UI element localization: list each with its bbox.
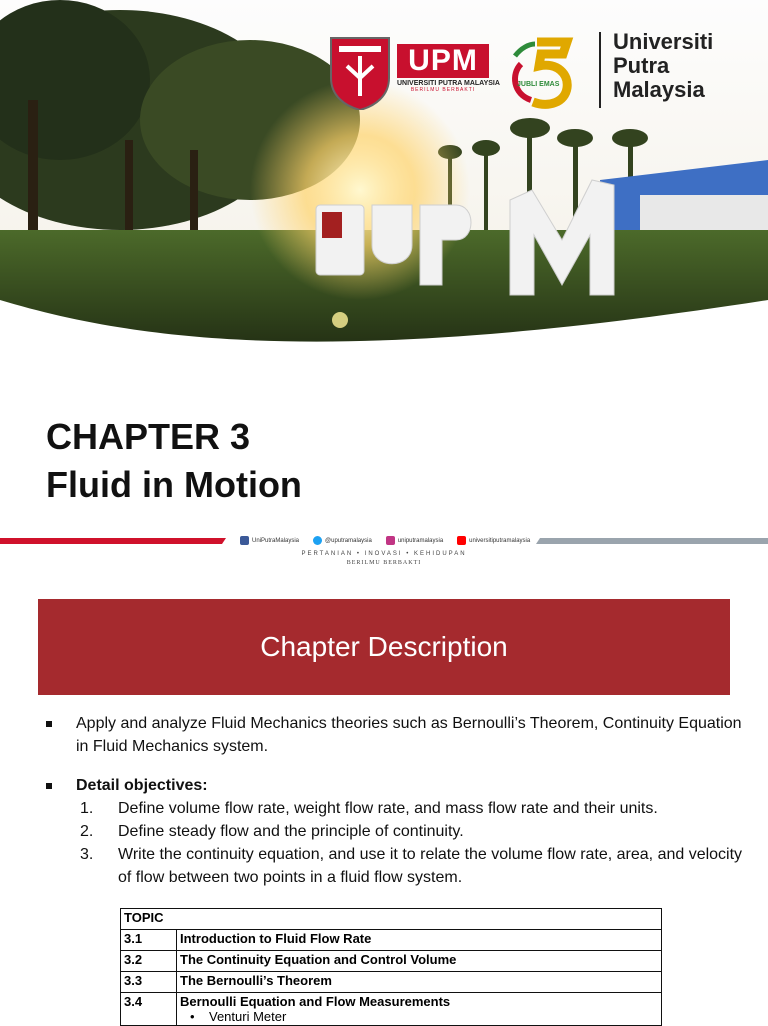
table-header: TOPIC <box>121 909 662 930</box>
twitter-icon <box>313 536 322 545</box>
social-links <box>240 536 530 545</box>
facebook-icon <box>240 536 249 545</box>
social-instagram[interactable]: uniputramalaysia <box>386 536 443 545</box>
objectives-list <box>46 797 746 889</box>
description-bullet: Apply and analyze Fluid Mechanics theories such as Bernoulli’s Theorem, Continuity Equation in Fluid Mechanics system. <box>46 712 746 758</box>
chapter-subtitle: Fluid in Motion <box>46 464 302 505</box>
table-row: 3.2 The Continuity Equation and Control Volume <box>121 951 662 972</box>
university-name <box>613 30 713 102</box>
social-facebook[interactable]: UniPutraMalaysia <box>240 536 299 545</box>
jubli-emas-logo-icon <box>507 34 583 110</box>
table-row: 3.1 Introduction to Fluid Flow Rate <box>121 930 662 951</box>
list-item: 2. Define steady flow and the principle of continuity. <box>80 823 464 840</box>
logo-divider <box>599 32 601 108</box>
university-line-2: Putra <box>613 53 670 78</box>
list-item: 3. Write the continuity equation, and use it to relate the volume flow rate, area, and velocity of flow between two points in a fluid flow system. <box>80 846 743 886</box>
youtube-icon <box>457 536 466 545</box>
table-subitem: • Venturi Meter <box>190 1009 287 1024</box>
logo-area <box>325 28 765 118</box>
section-banner <box>38 599 730 695</box>
list-item: 1. Define volume flow rate, weight flow rate, and mass flow rate and their units. <box>80 800 658 817</box>
social-twitter[interactable]: @uputramalaysia <box>313 536 372 545</box>
upm-logo-text: UPM <box>397 44 489 78</box>
jubli-text: JUBLI EMAS <box>517 81 560 88</box>
table-row: 3.4 Bernoulli Equation and Flow Measurements • Venturi Meter <box>121 993 662 1026</box>
instagram-icon <box>386 536 395 545</box>
table-row: 3.3 The Bernoulli’s Theorem <box>121 972 662 993</box>
tagline-motto: BERILMU BERBAKTI <box>346 560 422 566</box>
university-line-3: Malaysia <box>613 77 705 102</box>
table-header-row <box>121 909 662 930</box>
section-title: Chapter Description <box>260 631 508 662</box>
objectives-heading: Detail objectives: <box>46 774 746 797</box>
description-content <box>46 712 746 889</box>
tagline: PERTANIAN • INOVASI • KEHIDUPAN <box>301 551 467 557</box>
upm-wordmark <box>397 44 500 93</box>
university-line-1: Universiti <box>613 29 714 54</box>
chapter-title: CHAPTER 3 <box>46 416 251 457</box>
social-youtube[interactable]: universitiputramalaysia <box>457 536 530 545</box>
upm-subtitle: UNIVERSITI PUTRA MALAYSIA <box>397 80 500 87</box>
upm-motto: BERILMU BERBAKTI <box>410 87 476 93</box>
upm-crest-icon <box>329 32 391 110</box>
topics-table <box>120 908 662 1026</box>
